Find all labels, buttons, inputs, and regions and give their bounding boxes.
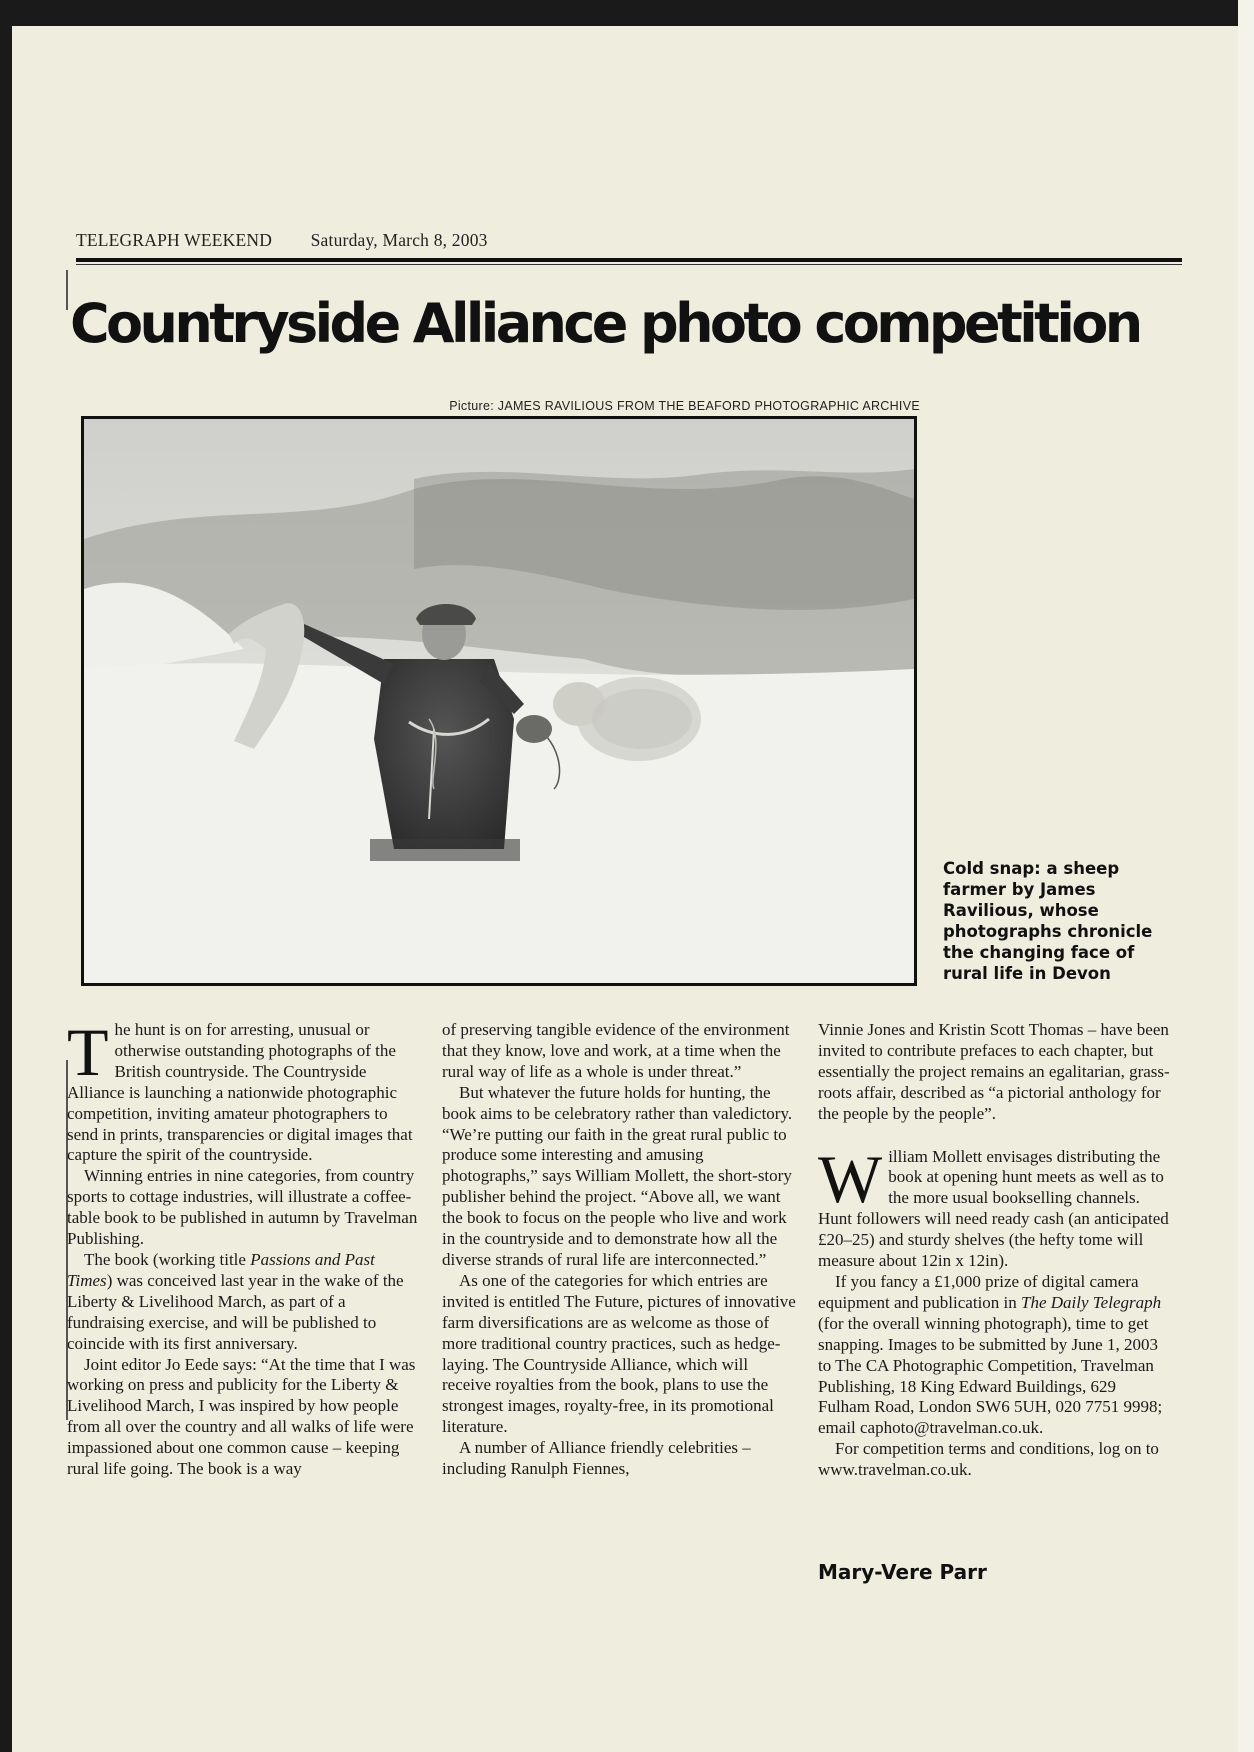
drop-cap: W [818,1140,883,1217]
paragraph [67,1014,421,1166]
paragraph: of preserving tangible evidence of the environment that they know, love and work, at a time when the rural way of life as a whole is under threat.” [442,1020,790,1081]
issue-date: Saturday, March 8, 2003 [310,230,488,250]
paragraph: But whatever the future holds for hunting, the book aims to be celebratory rather than valedictory. “We’re putting our faith in the great rural public to produce some interesting and amusing photographs,” says William Mollett, the short-story publisher behind the project. “Above all, we want the book to focus on the people who live and work in the countryside and to demonstrate how all the diverse strands of rural life are interconnected.” [442,1082,793,1269]
text: ) was conceived last year in the wake of the Liberty & Livelihood March, as part of a fundraising exercise, and will be published to coincide with its first anniversary. [67,1270,404,1353]
masthead-rule-thin [76,264,1182,265]
byline: Mary-Vere Parr [818,1560,987,1584]
lead-text: illiam Mollett envisages distributing the book at opening hunt meets as well as to the more usual bookselling channels. Hunt followers will need ready cash (an anticipated £20–25) and sturdy shelves (the hefty tome will measure about 12in x 12in). [818,1146,1169,1271]
margin-mark [66,270,68,310]
article-column-1 [67,1014,421,1480]
paragraph: For competition terms and conditions, log on to www.travelman.co.uk. [818,1439,1159,1480]
paragraph [67,1250,421,1355]
paragraph [818,1272,1172,1439]
paragraph: Vinnie Jones and Kristin Scott Thomas – have been invited to contribute prefaces to each chapter, but essentially the project remains an egalitarian, grass-roots affair, described as “a pictorial anthology for the people by the people”. [818,1020,1170,1123]
paragraph: A number of Alliance friendly celebrities – including Ranulph Fiennes, [442,1438,751,1479]
lead-text: he hunt is on for arresting, unusual or otherwise outstanding photographs of the British countryside. The Countryside Alliance is launching a nationwide photographic competition, inviting amateur photographers to send in prints, transparencies or digital images that capture the spirit of the countryside. [67,1020,413,1165]
paragraph [818,1140,1172,1272]
text: If you fancy a £1,000 prize of digital camera equipment and publication in [818,1271,1139,1312]
text: The book (working title [84,1249,251,1269]
headline: Countryside Alliance photo competition [70,292,1140,355]
photo-caption: Cold snap: a sheep farmer by James Ravilious, whose photographs chronicle the changing face of rural life in Devon [943,859,1153,983]
book-title: Passions and Past Times [67,1249,375,1290]
photo-credit: Picture: JAMES RAVILIOUS FROM THE BEAFORD PHOTOGRAPHIC ARCHIVE [449,399,920,413]
drop-cap: T [67,1014,109,1090]
paragraph: As one of the categories for which entries are invited is entitled The Future, pictures of innovative farm diversifications are as welcome as those of more traditional country practices, such as hedge-laying. The Countryside Alliance, which will receive royalties from the book, plans to use the strongest images, royalty-free, in its promotional literature. [442,1270,796,1437]
publication-name: TELEGRAPH WEEKEND [76,230,273,250]
paragraph: Joint editor Jo Eede says: “At the time that I was working on press and publicity for the Liberty & Livelihood March, I was inspired by how people from all over the country and all walks of life were impassioned about one common cause – keeping rural life going. The book is a way [67,1354,416,1479]
text: (for the overall winning photograph), time to get snapping. Images to be submitted by June 1, 2003 to The CA Photographic Competition, Travelman Publishing, 18 King Edward Buildings, 629 Fulham Road, London SW6 5UH, 020 7751 9998; email caphoto@travelman.co.uk. [818,1313,1163,1438]
article-column-3 [818,1020,1172,1481]
article-photo [81,416,917,986]
paragraph: Winning entries in nine categories, from country sports to cottage industries, will illustrate a coffee-table book to be published in autumn by Travelman Publishing. [67,1166,418,1249]
article-column-2 [442,1020,796,1480]
masthead [76,230,488,254]
masthead-rule [76,258,1182,262]
page-edge [1238,0,1254,1752]
newspaper-title: The Daily Telegraph [1021,1292,1162,1312]
